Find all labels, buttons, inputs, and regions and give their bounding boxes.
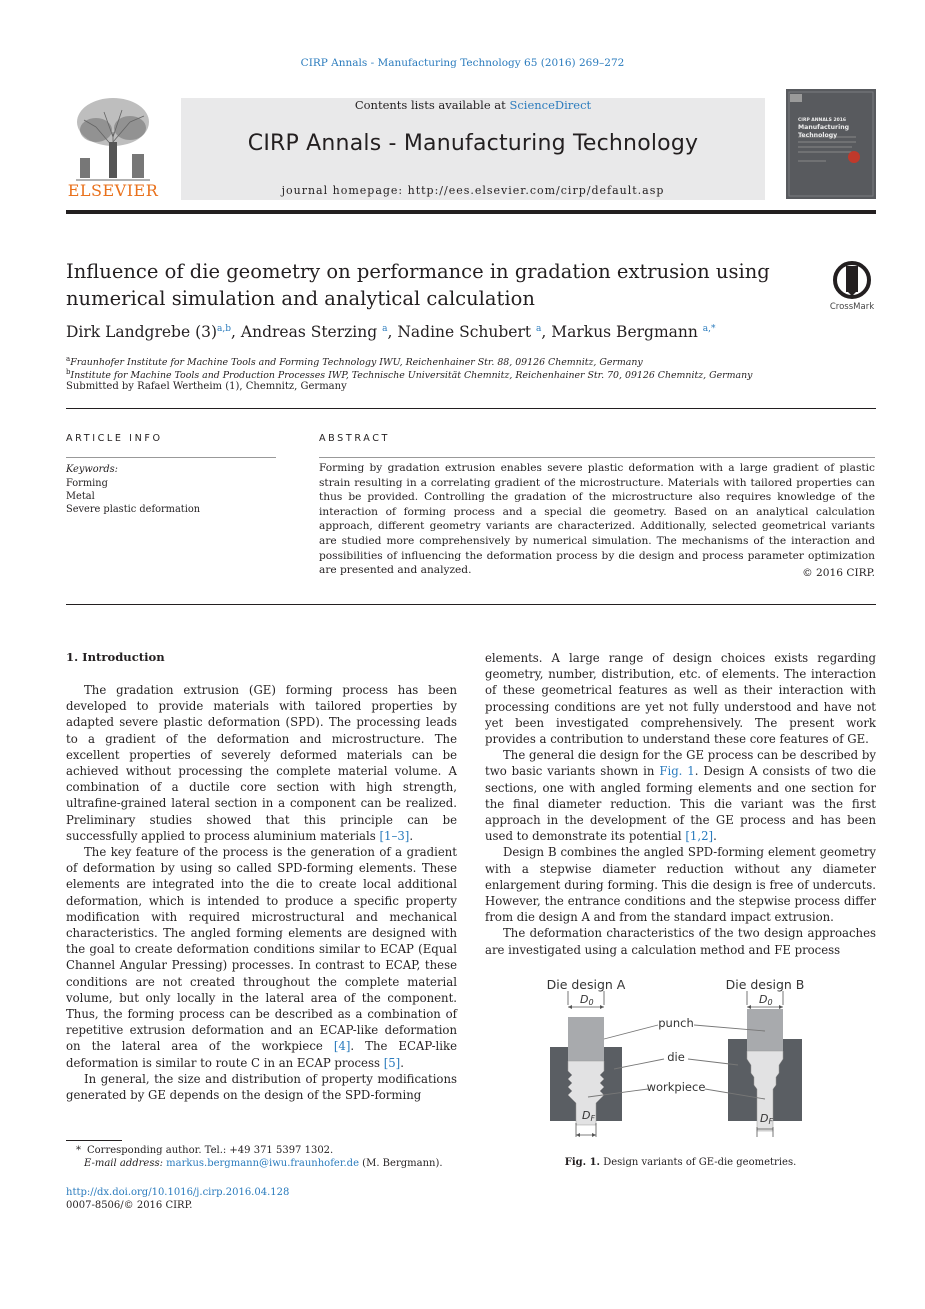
divider (319, 457, 875, 458)
author[interactable]: Nadine Schubert (397, 323, 537, 341)
article-info-heading: ARTICLE INFO (66, 433, 163, 444)
label-workpiece: workpiece (646, 1080, 706, 1094)
abstract-heading: ABSTRACT (319, 433, 390, 444)
doi-link[interactable]: http://dx.doi.org/10.1016/j.cirp.2016.04.128 (66, 1187, 290, 1198)
keyword: Forming (66, 478, 108, 489)
paragraph: In general, the size and distribution of property modifications generated by GE depends on the design of the SPD-forming (66, 1071, 457, 1103)
divider (66, 408, 876, 409)
keyword: Metal (66, 491, 95, 502)
journal-title: CIRP Annals - Manufacturing Technology (247, 131, 699, 156)
citation-link[interactable]: [1–3] (379, 828, 410, 843)
journal-cover-image (786, 89, 876, 199)
citation-link[interactable]: [1,2] (685, 829, 714, 844)
author-list: Dirk Landgrebe $(3)^{a,b}$, Andreas Sterzing $^a$, Nadine Schubert $^a$, Markus Bergmann $^{a,*}$ (66, 323, 716, 341)
author[interactable]: Markus Bergmann (551, 323, 703, 341)
author-affiliation-mark[interactable]: a (382, 323, 388, 334)
email-note: E-mail address: markus.bergmann@iwu.fraunhofer.de (M. Bergmann). (84, 1158, 443, 1169)
section-heading: 1. Introduction (66, 650, 165, 664)
figure-caption: Fig. 1. Design variants of GE-die geometries. (564, 1157, 797, 1168)
author-affiliation-mark[interactable]: a,* (702, 323, 716, 334)
journal-homepage[interactable]: journal homepage: http://ees.elsevier.com/cirp/default.asp (281, 184, 665, 197)
header-divider (66, 210, 876, 214)
paragraph: elements. A large range of design choices exists regarding geometry, number, distribution, etc. of elements. The interaction of these geometrical features as well as their interaction with processing conditions are yet not fully understood and have not yet been investigated comprehensively. The present work provides a contribution to understand these core features of GE. (485, 651, 876, 747)
corresponding-author-note: * Corresponding author. Tel.: +49 371 5397 1302. (76, 1145, 334, 1156)
paragraph: The deformation characteristics of the two design approaches are investigated using a calculation method and FE process (485, 926, 876, 957)
figure-link[interactable]: Fig. 1 (659, 764, 695, 779)
citation-link[interactable]: [5] (383, 1055, 401, 1070)
submitted-by: Submitted by Rafael Wertheim (1), Chemnitz, Germany (66, 381, 347, 392)
body-right-column (485, 650, 876, 958)
dimension-d0-b: D0 (759, 993, 773, 1007)
elsevier-logo (66, 92, 160, 200)
author[interactable]: Dirk Landgrebe (3) (66, 323, 218, 341)
paragraph: The gradation extrusion (GE) forming process has been developed to provide materials with tailored properties by adapted severe plastic deformation (SPD). The processing leads to a gradient of the deformation and microstructure. The excellent properties of severely deformed materials can be achieved without processing the complete material volume. A combination of a ductile core section with high strength, ultrafine-grained lateral section in a component can be realized. Preliminary studies showed that this principle can be successfully applied to process aluminium materials [1–3]. (66, 683, 457, 843)
citation-link[interactable]: [4] (333, 1039, 351, 1054)
abstract-text: Forming by gradation extrusion enables severe plastic deformation with a large gradient of plastic strain resulting in a correlating gradient of the microstructure. Materials with tailored properties can thus be provided. Controlling the gradation of the microstructure also requires knowledge of the interaction of forming process and a special die geometry. Based on an analytical calculation approach, different geometry variants are characterized. Additionally, selected geometrical variants are studied more comprehensively by numerical simulation. The mechanisms of the interaction and possibilities of influencing the deformation process by die design and process parameter optimization are presented and analyzed. (319, 462, 875, 577)
figure-title-b: Die design B (725, 977, 805, 992)
divider (66, 457, 276, 458)
issn-line: 0007-8506/© 2016 CIRP. (66, 1200, 193, 1211)
label-die: die (667, 1050, 685, 1064)
dimension-df-b: DF (760, 1112, 774, 1126)
label-punch: punch (658, 1016, 694, 1030)
contents-line: Contents lists available at ScienceDirect (354, 98, 592, 112)
paragraph: The key feature of the process is the generation of a gradient of deformation by using so called SPD-forming elements. These elements are integrated into the die to create local additional deformation, which is intended to produce a specific property modification with required microstructural and mechanical characteristics. The angled forming elements are designed with the goal to create deformation conditions similar to ECAP (Equal Channel Angular Pressing) processes. In contrast to ECAP, these conditions are not created throughout the complete material volume, but only locally in the lateral area of the component. Thus, the forming process can be described as a combination of repetitive extrusion deformation and an ECAP-like deformation on the lateral area of the workpiece [4]. The ECAP-like deformation is similar to route C in an ECAP process [5]. (66, 845, 457, 1070)
keywords-label: Keywords: (66, 464, 118, 475)
affiliation: $^b$Institute for Machine Tools and Production Processes IWP, Technische Universität Chemnitz, Reichenhainer Str. 70, 09126 Chemnitz, Germany (66, 368, 753, 382)
keyword: Severe plastic deformation (66, 504, 201, 515)
email-link[interactable]: markus.bergmann@iwu.fraunhofer.de (166, 1158, 359, 1169)
paragraph: The general die design for the GE process can be described by two basic variants shown in Fig. 1. Design A consists of two die sections, one with angled forming elements and one section for the final diameter reduction. This die variant was the first approach in the development of the GE process and has been used to demonstrate its potential [1,2]. (485, 748, 876, 844)
body-left-column (66, 682, 457, 1103)
author-affiliation-mark[interactable]: a,b (217, 323, 232, 334)
abstract-copyright: © 2016 CIRP. (802, 567, 875, 579)
article-title: Influence of die geometry on performance in gradation extrusion using numerical simulation and analytical calculation (66, 260, 770, 310)
author-affiliation-mark[interactable]: a (536, 323, 542, 334)
journal-citation[interactable]: CIRP Annals - Manufacturing Technology 65 (2016) 269–272 (300, 57, 625, 69)
affiliation: $^a$Fraunhofer Institute for Machine Tools and Forming Technology IWU, Reichenhainer Str. 88, 09126 Chemnitz, Germany (66, 355, 643, 369)
figure-die-designs (538, 973, 822, 1143)
dimension-df-a: DF (582, 1109, 596, 1123)
footnote-divider (66, 1140, 122, 1141)
figure-title-a: Die design A (546, 977, 626, 992)
divider (66, 604, 876, 605)
paragraph: Design B combines the angled SPD-forming element geometry with a stepwise diameter reduction without any diameter enlargement during forming. This die design is free of undercuts. However, the entrance conditions and the stepwise process differ from die design A and from the standard impact extrusion. (485, 845, 876, 925)
dimension-d0-a: D0 (580, 993, 594, 1007)
elsevier-wordmark: ELSEVIER (67, 181, 159, 200)
sciencedirect-link[interactable]: ScienceDirect (509, 98, 592, 112)
author[interactable]: Andreas Sterzing (240, 323, 383, 341)
crossmark-label: CrossMark (829, 302, 875, 312)
cover-title: CIRP ANNALS 2016 Manufacturing Technology (798, 118, 850, 139)
